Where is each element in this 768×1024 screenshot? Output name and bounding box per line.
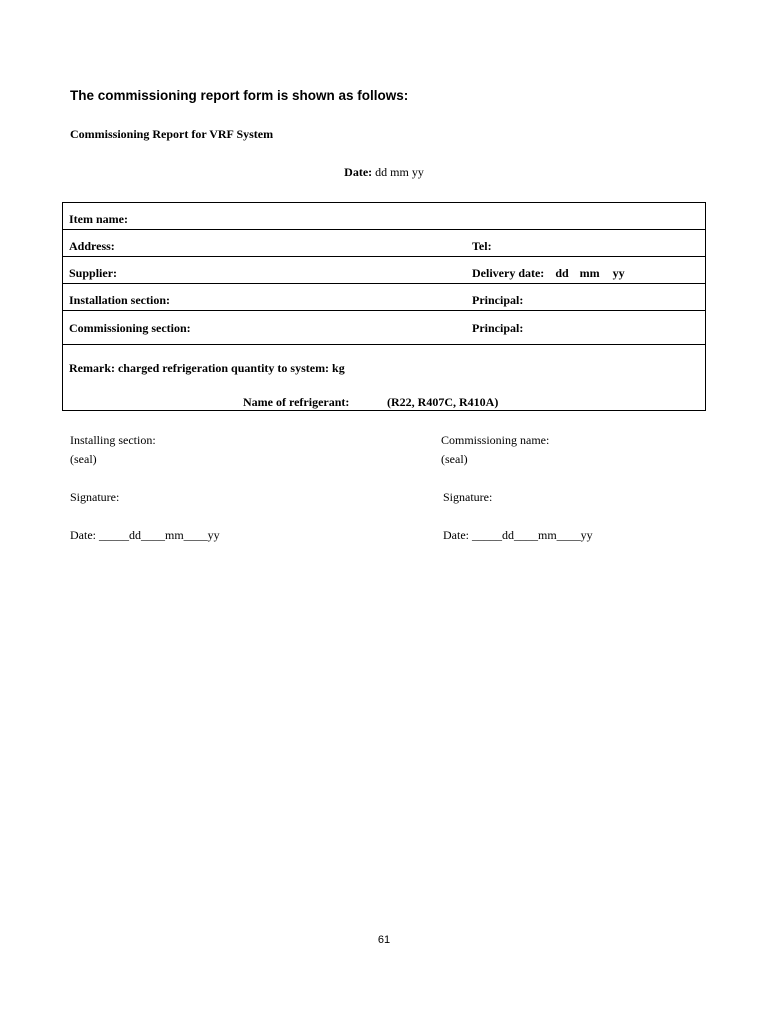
row-supplier	[63, 257, 705, 284]
row-item-name	[63, 203, 705, 230]
installing-section-label: Installing section:	[70, 433, 156, 447]
delivery-yy: yy	[612, 266, 625, 280]
report-date-value: dd mm yy	[375, 165, 424, 179]
commissioning-name-label: Commissioning name:	[441, 433, 550, 447]
row-installation	[63, 284, 705, 311]
commissioning-form-table	[62, 202, 706, 411]
supplier-label: Supplier:	[69, 266, 118, 280]
principal-label-1: Principal:	[472, 293, 524, 307]
delivery-date-label: Delivery date:	[472, 266, 545, 280]
date-line-right: Date: _____dd____mm____yy	[443, 528, 593, 542]
row-address	[63, 230, 705, 257]
delivery-date-field	[472, 266, 625, 281]
seal-left: (seal)	[70, 452, 97, 466]
installation-section-label: Installation section:	[69, 293, 171, 307]
item-name-label: Item name:	[69, 212, 128, 226]
remark-text: Remark: charged refrigeration quantity to system: kg	[69, 361, 345, 375]
signature-label-left: Signature:	[70, 490, 120, 504]
address-label: Address:	[69, 239, 115, 253]
commissioning-section-label: Commissioning section:	[69, 321, 191, 335]
report-date-label: Date:	[344, 165, 373, 179]
row-commissioning	[63, 311, 705, 345]
report-date	[0, 165, 768, 180]
principal-label-2: Principal:	[472, 321, 524, 335]
date-line-left: Date: _____dd____mm____yy	[70, 528, 220, 542]
signature-label-right: Signature:	[443, 490, 493, 504]
page-number: 61	[377, 934, 391, 946]
tel-label: Tel:	[472, 239, 492, 253]
delivery-dd: dd	[555, 266, 569, 280]
refrigerant-label: Name of refrigerant:	[243, 395, 350, 409]
seal-right: (seal)	[441, 452, 468, 466]
row-remark	[63, 345, 705, 411]
report-title: Commissioning Report for VRF System	[70, 127, 274, 141]
delivery-mm: mm	[579, 266, 600, 280]
page-heading: The commissioning report form is shown as follows:	[70, 88, 409, 103]
refrigerant-options: (R22, R407C, R410A)	[387, 395, 499, 409]
